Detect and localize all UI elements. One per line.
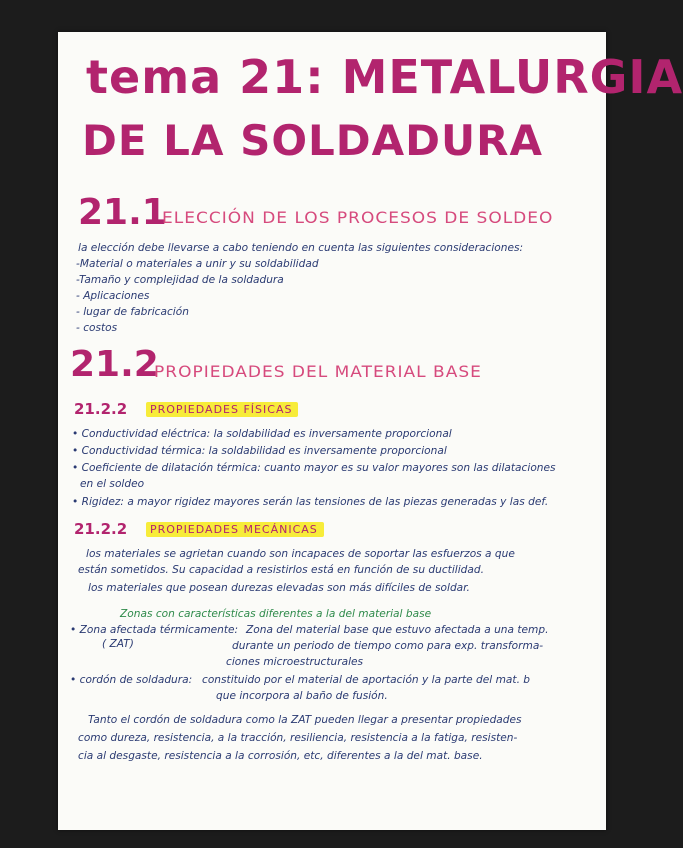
subsection-title-highlight: PROPIEDADES MECÁNICAS — [146, 522, 324, 537]
cordon-label: • cordón de soldadura: — [70, 674, 193, 686]
zat-definition: ciones microestructurales — [226, 656, 364, 668]
subsection-number: 21.2.2 — [74, 400, 128, 418]
section-intro: la elección debe llevarse a cabo teniendo en cuenta las siguientes consideraciones: — [78, 242, 524, 254]
list-item: - costos — [76, 322, 118, 334]
paragraph-line: están sometidos. Su capacidad a resistirlos está en función de su ductilidad. — [78, 564, 484, 576]
list-item: • Coeficiente de dilatación térmica: cuanto mayor es su valor mayores son las dilataciones — [72, 462, 556, 474]
zat-label: • Zona afectada térmicamente: — [70, 624, 239, 636]
list-item: - Aplicaciones — [76, 290, 150, 302]
zat-definition: durante un periodo de tiempo como para exp. transforma- — [232, 640, 544, 652]
list-item: • Rigidez: a mayor rigidez mayores serán las tensiones de las piezas generadas y las def. — [72, 496, 549, 508]
list-item: • Conductividad eléctrica: la soldabilidad es inversamente proporcional — [72, 428, 452, 440]
section-title-21-2: PROPIEDADES DEL MATERIAL BASE — [154, 362, 482, 382]
zones-heading: Zonas con características diferentes a la del material base — [120, 608, 432, 620]
zat-abbreviation: ( ZAT) — [102, 638, 134, 650]
paragraph-line: los materiales se agrietan cuando son incapaces de soportar las esfuerzos a que — [86, 548, 515, 560]
page-title-line1: tema 21: METALURGIA — [86, 50, 683, 104]
list-item: • Conductividad térmica: la soldabilidad es inversamente proporcional — [72, 445, 447, 457]
subsection-number: 21.2.2 — [74, 520, 128, 538]
list-item: -Material o materiales a unir y su soldabilidad — [76, 258, 319, 270]
section-title-21-1: ELECCIÓN DE LOS PROCESOS DE SOLDEO — [162, 208, 554, 228]
notebook-page — [58, 32, 683, 830]
cordon-definition: que incorpora al baño de fusión. — [216, 690, 388, 702]
page-title-line2: DE LA SOLDADURA — [82, 116, 543, 165]
list-item: -Tamaño y complejidad de la soldadura — [76, 274, 284, 286]
paragraph-line: cia al desgaste, resistencia a la corrosión, etc, diferentes a la del mat. base. — [78, 750, 483, 762]
paragraph-line: los materiales que posean durezas elevadas son más difíciles de soldar. — [88, 582, 470, 594]
section-number-21-2: 21.2 — [70, 344, 159, 385]
list-item: en el soldeo — [80, 478, 145, 490]
paragraph-line: como dureza, resistencia, a la tracción, resiliencia, resistencia a la fatiga, resisten- — [78, 732, 518, 744]
list-item: - lugar de fabricación — [76, 306, 189, 318]
section-number-21-1: 21.1 — [78, 192, 167, 233]
zat-definition: Zona del material base que estuvo afectada a una temp. — [246, 624, 549, 636]
cordon-definition: constituido por el material de aportación y la parte del mat. b — [202, 674, 531, 686]
subsection-title-highlight: PROPIEDADES FÍSICAS — [146, 402, 298, 417]
paragraph-line: Tanto el cordón de soldadura como la ZAT pueden llegar a presentar propiedades — [88, 714, 522, 726]
